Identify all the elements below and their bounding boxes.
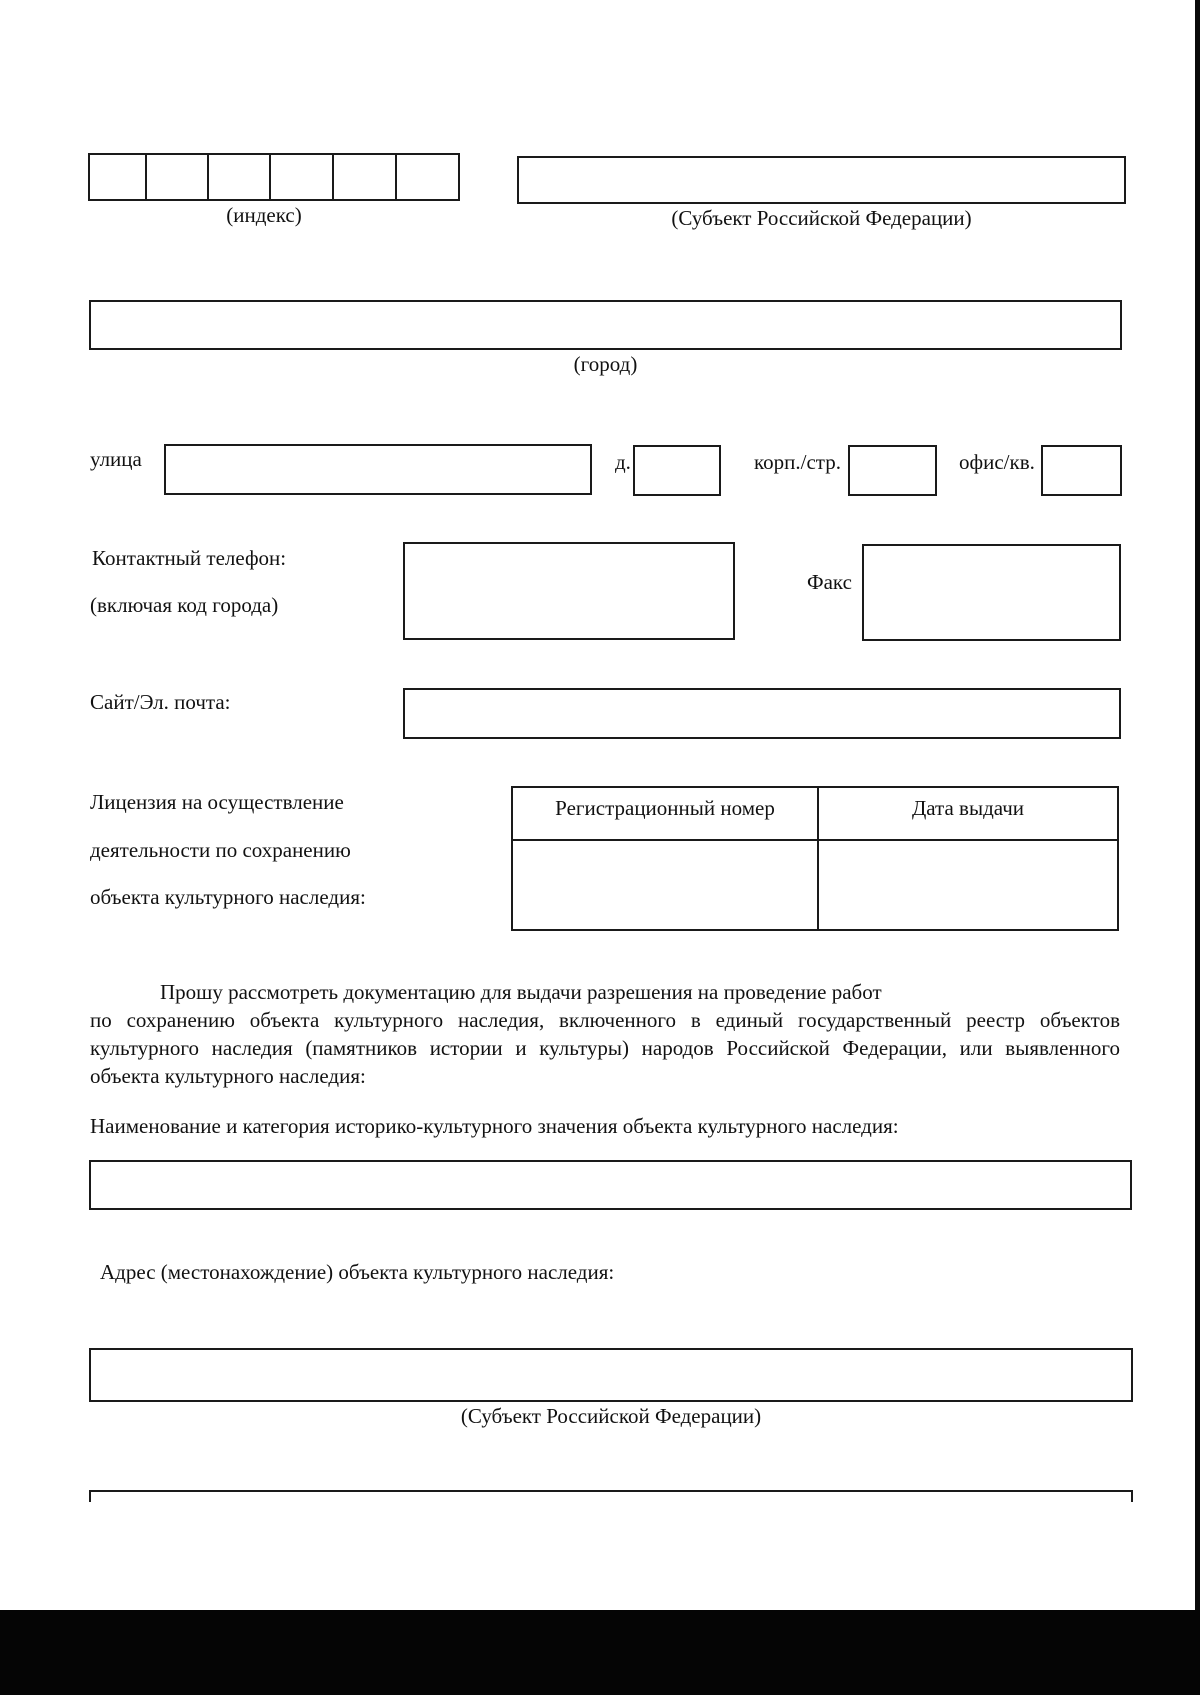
phone-label: Контактный телефон: <box>92 546 287 570</box>
subject-caption: (Субъект Российской Федерации) <box>671 206 972 230</box>
city-caption: (город) <box>573 352 638 376</box>
request-paragraph-first-line: Прошу рассмотреть документацию для выдачи разрешения на проведение работ <box>160 980 882 1004</box>
site-email-field[interactable] <box>403 688 1121 739</box>
license-label-line: Лицензия на осуществление <box>90 790 344 814</box>
request-paragraph-rest: по сохранению объекта культурного наследия, включенного в единый государственный реестр объектов культурного наследия (памятников истории и культуры) народов Российской Федерации, или выявленного объекта культурного наследия: <box>90 1008 1120 1088</box>
site-email-label: Сайт/Эл. почта: <box>90 690 231 714</box>
phone-field[interactable] <box>403 542 735 640</box>
object-name-field[interactable] <box>89 1160 1132 1210</box>
license-table <box>511 786 1119 931</box>
license-label-line: деятельности по сохранению <box>90 838 351 862</box>
postal-index-field[interactable] <box>88 153 460 201</box>
object-address-label: Адрес (местонахождение) объекта культурного наследия: <box>100 1260 615 1284</box>
object-name-label: Наименование и категория историко-культурного значения объекта культурного наследия: <box>90 1114 899 1138</box>
fax-label: Факс <box>807 570 852 594</box>
license-reg-number-cell[interactable] <box>512 840 818 930</box>
postal-index-cell[interactable] <box>145 155 209 199</box>
request-paragraph <box>90 978 1120 1090</box>
house-field[interactable] <box>633 445 721 496</box>
scan-edge-bottom <box>0 1610 1200 1695</box>
license-issue-date-cell[interactable] <box>818 840 1118 930</box>
object-subject-field[interactable] <box>89 1348 1133 1402</box>
postal-index-cell[interactable] <box>332 155 397 199</box>
license-issue-date-header: Дата выдачи <box>818 787 1118 840</box>
city-field[interactable] <box>89 300 1122 350</box>
office-field[interactable] <box>1041 445 1122 496</box>
house-label: д. <box>615 450 631 474</box>
phone-label-hint: (включая код города) <box>90 593 279 617</box>
fax-field[interactable] <box>862 544 1121 641</box>
next-field-partial[interactable] <box>89 1490 1133 1502</box>
office-label: офис/кв. <box>959 450 1035 474</box>
license-label-line: объекта культурного наследия: <box>90 885 366 909</box>
building-field[interactable] <box>848 445 937 496</box>
object-subject-caption: (Субъект Российской Федерации) <box>460 1404 762 1428</box>
postal-index-cell[interactable] <box>90 155 147 199</box>
license-reg-number-header: Регистрационный номер <box>512 787 818 840</box>
postal-index-caption: (индекс) <box>226 203 302 227</box>
street-label: улица <box>90 447 142 471</box>
street-field[interactable] <box>164 444 592 495</box>
subject-field[interactable] <box>517 156 1126 204</box>
building-label: корп./стр. <box>754 450 841 474</box>
scan-edge-right <box>1195 0 1200 1695</box>
postal-index-cell[interactable] <box>207 155 271 199</box>
postal-index-cell[interactable] <box>269 155 334 199</box>
